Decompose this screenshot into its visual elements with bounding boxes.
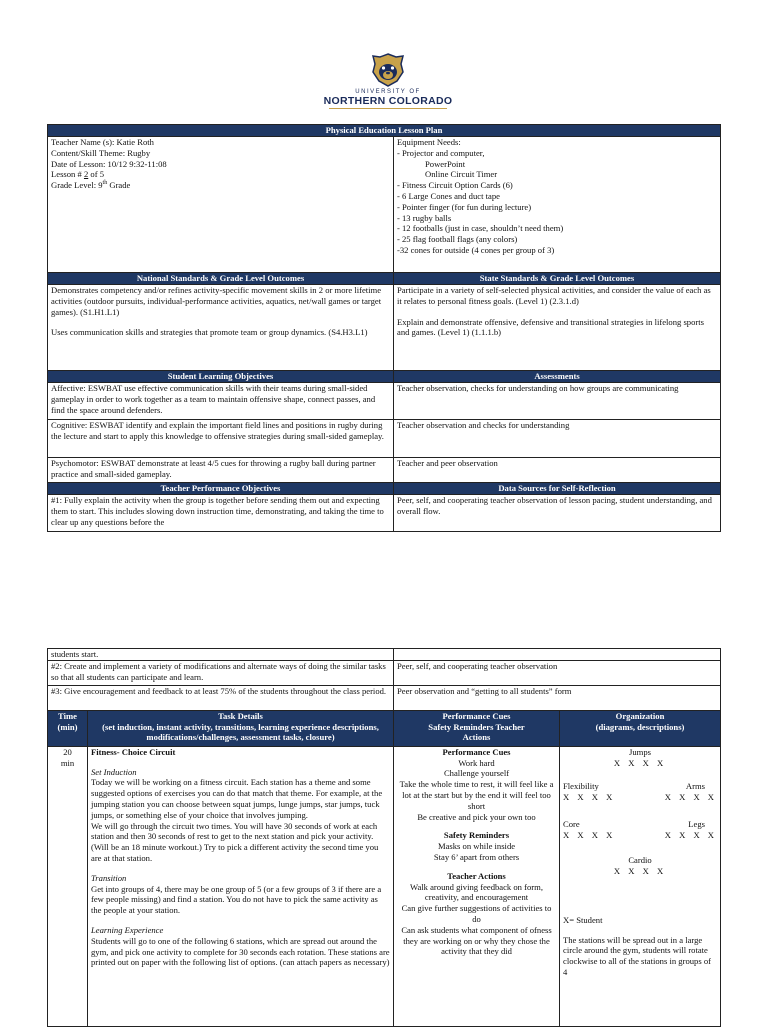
teacher-name: Teacher Name (s): Katie Roth [51, 137, 154, 147]
teacher-action: Can ask students what component of ofness they are working on or why they chose the activity that they did [401, 924, 552, 957]
time-cell [48, 746, 88, 1026]
station-legs-label: Legs [688, 818, 706, 829]
performance-cues-cell [394, 746, 560, 1026]
logo-university-of: UNIVERSITY OF [355, 89, 421, 95]
task-details-cell [88, 746, 394, 1026]
teacher-objective-1-continued: students start. [48, 649, 394, 661]
equipment-item: - 12 footballs (just in case, shouldn’t need them) [397, 223, 564, 234]
organization-description: The stations will be spread out in a large circle around the gym, students will rotate clockwise to all of the stations in groups of 4 [563, 934, 711, 977]
university-logo [318, 52, 458, 114]
time-header: Time (min) [48, 710, 88, 746]
equipment-item: - 13 rugby balls [397, 212, 452, 223]
station-core-students: X X X X [563, 829, 616, 840]
station-legs-students: X X X X [664, 829, 718, 840]
station-cardio-label: Cardio [628, 854, 652, 865]
skill-theme: Content/Skill Theme: Rugby [51, 147, 151, 158]
psychomotor-objective: Psychomotor: ESWBAT demonstrate at least 4/5 cues for throwing a rugby ball during partner practice and small-sided gameplay. [48, 458, 394, 483]
task-details-header: Task Details (set induction, instant activity, transitions, learning experience descriptions, modifications/challenges, assessment tasks, closure) [88, 710, 394, 746]
affective-assessment: Teacher observation, checks for understanding on how groups are communicating [394, 383, 721, 420]
national-standards-header: National Standards & Grade Level Outcomes [48, 273, 394, 285]
set-induction-label: Set Induction [91, 766, 137, 777]
teacher-actions-title: Teacher Actions [447, 870, 506, 881]
data-sources-header: Data Sources for Self-Reflection [394, 483, 721, 495]
lesson-number: Lesson # 2 of 5 [51, 169, 105, 180]
set-induction-text: Today we will be working on a fitness circuit. Each station has a theme and some suggested options of exercises you can do that match that theme. For example, at the jumping station you can choose between squat jumps, lunge jumps, star jumps, tuck jumps, or something else of your choice that involves jumping. [91, 777, 383, 820]
equipment-item: - 25 flag football flags (any colors) [397, 234, 518, 245]
station-jumps-students: X X X X [613, 757, 667, 768]
time-value: 20 [63, 746, 72, 757]
teacher-objective-1: #1: Fully explain the activity when the group is together before sending them out and expecting them to start. This includes slowing down instruction time, demonstrating, and taking the time to clear up any questions before the [48, 495, 394, 532]
learning-experience-text: Students will go to one of the following 6 stations, which are spread out around the gym, and pick one activity to complete for 30 seconds each rotation. These stations are printed out on paper with the following list of options. (can attach papers as necessary) [91, 935, 390, 968]
equipment-item: Online Circuit Timer [425, 169, 498, 180]
equipment-item: - Pointer finger (for fun during lecture) [397, 201, 532, 212]
station-flexibility-label: Flexibility [563, 780, 599, 791]
transition-text: Get into groups of 4, there may be one group of 5 (or a few groups of 3 if there are a few people missing) and find a station. You do not have to pick the same activity as the people at your station. [91, 883, 382, 916]
equipment-item: - 6 Large Cones and duct tape [397, 190, 500, 201]
diagram-legend: X= Student [563, 914, 603, 925]
teacher-action: Can give further suggestions of activities to do [401, 903, 552, 924]
teacher-objectives-header: Teacher Performance Objectives [48, 483, 394, 495]
state-standard: Participate in a variety of self-selected physical activities, and consider the value of each as it relates to personal fitness goals. (Level 1) (2.3.1.d) [397, 285, 711, 306]
teacher-objective-3: #3: Give encouragement and feedback to at least 75% of the students throughout the class period. [48, 685, 394, 710]
station-diagram [563, 747, 717, 897]
national-standards-cell [48, 285, 394, 371]
state-standards-cell [394, 285, 721, 371]
safety-reminder: Masks on while inside [437, 841, 516, 852]
lesson-date: Date of Lesson: 10/12 9:32-11:08 [51, 158, 167, 169]
equipment-item: -32 cones for outside (4 cones per group of 3) [397, 244, 555, 255]
equipment-item: PowerPoint [425, 158, 466, 169]
learning-experience-label: Learning Experience [91, 924, 164, 935]
organization-cell [560, 746, 721, 1026]
station-jumps-label: Jumps [629, 746, 651, 757]
equipment-item: - Fitness Circuit Option Cards (6) [397, 180, 513, 191]
state-standard: Explain and demonstrate offensive, defensive and transitional strategies in lifelong sports and games. (Level 1) (1.1.1.b) [397, 316, 704, 338]
cognitive-assessment: Teacher observation and checks for understanding [394, 420, 721, 458]
organization-header: Organization (diagrams, descriptions) [560, 710, 721, 746]
data-source-3: Peer observation and “getting to all students” form [394, 685, 721, 710]
grade-level: Grade Level: 9th Grade [51, 180, 131, 191]
performance-cue: Challenge yourself [443, 768, 510, 779]
data-source-1: Peer, self, and cooperating teacher observation of lesson pacing, student understanding, and overall flow. [394, 495, 721, 532]
set-induction-text: We will go through the circuit two times. You will have 30 seconds of work at each station and then 30 seconds of rest to get to the next station and pick your activity. (Will be an 18 minute workout.) Try to pick a different activity the second time you are at that station. [91, 820, 379, 863]
performance-cues-title: Performance Cues [442, 746, 511, 757]
learning-objectives-header: Student Learning Objectives [48, 371, 394, 383]
national-standard: Demonstrates competency and/or refines activity-specific movement skills in 2 or more lifetime activities (outdoor pursuits, individual-performance activities, aquatics, net/wall games or target games). (S1.H1.L1) [51, 285, 382, 317]
equipment-item: - Projector and computer, [397, 147, 485, 158]
lesson-plan-table-page-1 [47, 124, 721, 532]
safety-reminders-title: Safety Reminders [443, 830, 510, 841]
assessments-header: Assessments [394, 371, 721, 383]
performance-cue: Be creative and pick your own too [417, 811, 536, 822]
psychomotor-assessment: Teacher and peer observation [394, 458, 721, 483]
national-standard: Uses communication skills and strategies that promote team or group dynamics. (S4.H3.L1) [51, 327, 368, 338]
teacher-objective-2: #2: Create and implement a variety of modifications and alternate ways of doing the similar tasks so that all students can participate and learn. [48, 660, 394, 685]
performance-cues-header: Performance Cues Safety Reminders Teacher Actions [394, 710, 560, 746]
data-source-1-continued [394, 649, 721, 661]
station-flexibility-students: X X X X [563, 791, 616, 802]
bear-mascot-icon [370, 52, 406, 88]
state-standards-header: State Standards & Grade Level Outcomes [394, 273, 721, 285]
teacher-info-cell [48, 137, 394, 273]
transition-label: Transition [91, 872, 127, 883]
safety-reminder: Stay 6’ apart from others [433, 851, 520, 862]
equipment-cell [394, 137, 721, 273]
logo-name: NORTHERN COLORADO [323, 95, 453, 107]
data-source-2: Peer, self, and cooperating teacher observation [394, 660, 721, 685]
performance-cue: Work hard [458, 757, 495, 768]
station-core-label: Core [563, 818, 580, 829]
affective-objective: Affective: ESWBAT use effective communication skills with their teams during small-sided gameplay in order to work together as a team to maintain offensive shape, connect passes, and find the space around defenders. [48, 383, 394, 420]
equipment-title: Equipment Needs: [397, 137, 461, 147]
time-unit: min [60, 757, 75, 768]
logo-rule [329, 108, 447, 109]
station-arms-label: Arms [685, 780, 706, 791]
station-arms-students: X X X X [664, 791, 718, 802]
teacher-action: Walk around giving feedback on form, creativity, and encouragement [410, 881, 543, 903]
station-cardio-students: X X X X [613, 865, 667, 876]
lesson-plan-table-page-2 [47, 648, 721, 1027]
performance-cue: Take the whole time to rest, it will feel like a lot at the start but by the end it will feel too short [399, 779, 554, 811]
cognitive-objective: Cognitive: ESWBAT identify and explain the important field lines and positions in rugby during the lecture and start to apply this knowledge to offensive strategies during small-sided gameplay. [48, 420, 394, 458]
lesson-plan-title: Physical Education Lesson Plan [48, 125, 721, 137]
task-title: Fitness- Choice Circuit [91, 746, 176, 757]
